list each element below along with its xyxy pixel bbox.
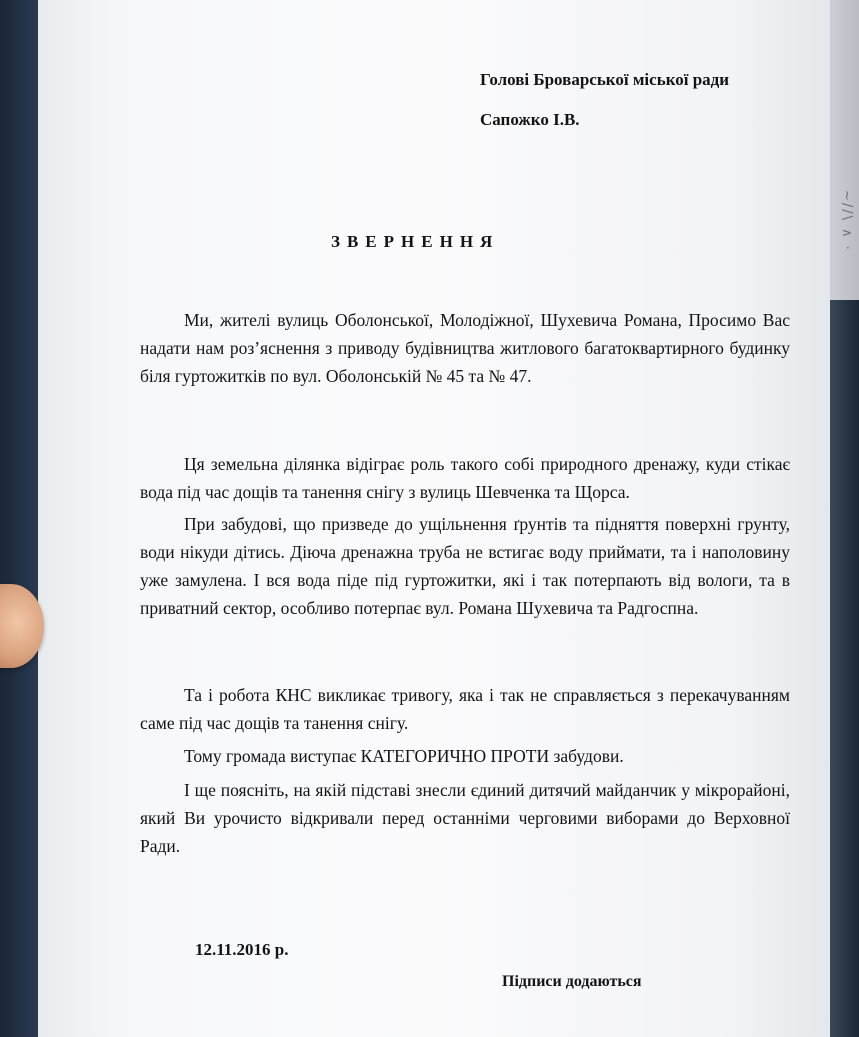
- background-left: [0, 0, 40, 1037]
- paragraph-2: Ця земельна ділянка відіграє роль такого собі природного дренажу, куди стікає вода під час дощів та танення снігу з вулиць Шевченка та Щорса.: [140, 454, 790, 502]
- paragraph-6: І ще поясніть, на якій підставі знесли єдиний дитячий майданчик у мікрорайоні, який Ви урочисто відкривали перед останніми черговими виборами до Верховної Ради.: [140, 780, 790, 856]
- document-title: ЗВЕРНЕННЯ: [331, 232, 500, 251]
- paragraph-4: Та і робота КНС викликає тривогу, яка і так не справляється з перекачуванням саме під час дощів та танення снігу.: [140, 685, 790, 733]
- document-date: 12.11.2016 р.: [195, 940, 289, 959]
- addressee-line-2: Сапожко І.В.: [480, 110, 580, 129]
- signatures-note: Підписи додаються: [502, 973, 642, 990]
- paragraph-3: При забудові, що призведе до ущільнення ґрунтів та підняття поверхні грунту, води нікуди дітись. Діюча дренажна труба не встигає воду приймати, та і наполовину уже замулена. І вся вода піде під гуртожитки, які і так потерпають від вологи, та в приватний сектор, особливо потерпає вул. Романа Шухевича та Радгоспна.: [140, 514, 790, 618]
- paragraph-5: Тому громада виступає КАТЕГОРИЧНО ПРОТИ забудови.: [184, 746, 624, 766]
- addressee-line-1: Голові Броварської міської ради: [480, 70, 730, 89]
- background-right: [830, 300, 859, 1037]
- paragraph-1: Ми, жителі вулиць Оболонської, Молодіжної, Шухевича Романа, Просимо Вас надати нам роз’яснення з приводу будівництва житлового багатоквартирного будинку біля гуртожитків по вул. Оболонській № 45 та № 47.: [140, 310, 790, 386]
- background-handwriting: ~//\ ∧ ·: [839, 190, 854, 252]
